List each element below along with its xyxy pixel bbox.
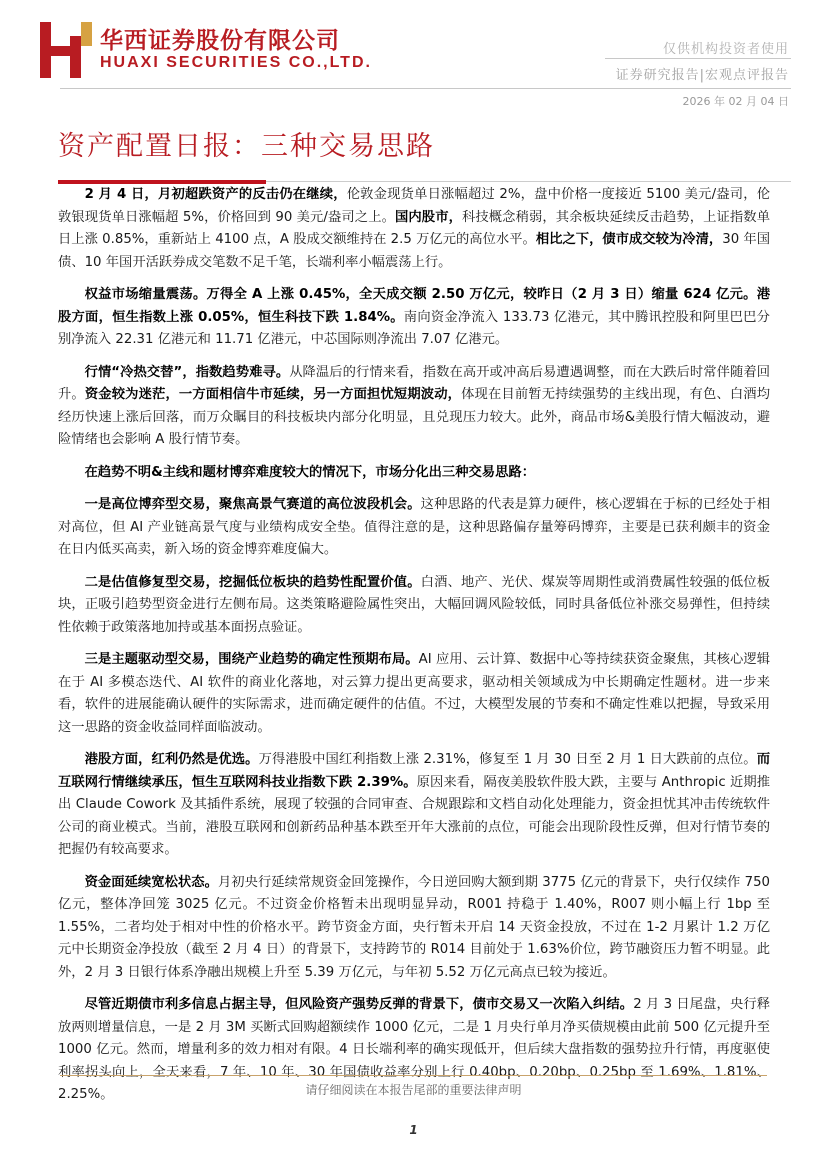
report-type: 证券研究报告|宏观点评报告 — [615, 68, 789, 83]
footer-disclaimer: 请仔细阅读在本报告尾部的重要法律声明 — [305, 1083, 522, 1097]
report-body — [58, 184, 770, 1117]
bold-text: 权益市场缩量震荡。万得全 A 上涨 0.45%，全天成交额 2.50 万亿元，较昨日（2 月 3 日）缩量 624 亿元。港股方面，恒生指数上涨 0.05%，恒生科技下跌 1.84%。 — [58, 287, 770, 325]
bold-text: 在趋势不明&主线和题材博弈难度较大的情况下，市场分化出三种交易思路： — [84, 464, 535, 480]
page-number: 1 — [409, 1123, 418, 1137]
body-paragraph — [58, 572, 770, 640]
body-text: 伦敦金现货单日涨幅超过 2%，盘中价格一度接近 5100 美元/盎司，伦敦银现货单日涨幅超 5%，价格回到 90 美元/盎司之上。 — [58, 187, 770, 225]
bold-text: 三是主题驱动型交易，围绕产业趋势的确定性预期布局。 — [84, 652, 419, 667]
bold-text: 资金较为迷茫，一方面相信牛市延续，另一方面担忧短期波动， — [84, 387, 462, 402]
body-text: 万得港股中国红利指数上涨 2.31%，修复至 1 月 30 日至 2 月 1 日大跌前的点位。 — [258, 752, 757, 767]
body-paragraph — [58, 184, 770, 274]
body-paragraph — [58, 362, 770, 452]
body-paragraph — [58, 494, 770, 562]
report-header — [0, 0, 827, 120]
footer-divider — [60, 1075, 767, 1076]
bold-text: 相比之下，债市成交较为冷清， — [535, 232, 723, 247]
body-text: 30 年国债、10 年国开活跃券成交笔数不足千笔，长端利率小幅震荡上行。 — [58, 232, 771, 270]
bold-text: 一是高位博弈型交易，聚焦高景气赛道的高位波段机会。 — [84, 497, 421, 512]
bold-text: 2 月 4 日，月初超跌资产的反击仍在继续， — [84, 187, 347, 202]
body-text: 原因来看，隔夜美股软件股大跌，主要与 Anthropic 近期推出 Claude Cowork 及其插件系统，展现了较强的合同审查、合规跟踪和文档自动化处理能力，资金担忧其冲击传统软件公司的商业模式。当前，港股互联网和创新药品种基本跌至开年大涨前的点位，可能会出现阶段性反弹，但对行情节奏的把握仍有较高要求。 — [58, 774, 770, 857]
bold-text: 港股方面，红利仍然是优选。 — [84, 752, 259, 767]
bold-text: 二是估值修复型交易，挖掘低位板块的趋势性配置价值。 — [84, 574, 421, 590]
bold-text: 资金面延续宽松状态。 — [84, 874, 218, 890]
header-divider — [60, 88, 791, 89]
body-text: 从降温后的行情来看，指数在高开或冲高后易遭遇调整，而在大跌后时常伴随着回升。 — [58, 364, 771, 402]
body-text: 体现在目前暂无持续强势的主线出现，有色、白酒均经历快速上涨后回落，而万众瞩目的科技板块内部分化明显，且兑现压力较大。此外，商品市场&美股行情大幅波动，避险情绪也会影响 A 股行情节奏。 — [58, 387, 771, 447]
body-text: AI 应用、云计算、数据中心等持续获资金聚焦，其核心逻辑在于 AI 多模态迭代、AI 软件的商业化落地，对云算力提出更高要求，驱动相关领域成为中长期确定性题材。进一步来看，软件的进展能确认硬件的实际需求，进而确定硬件的估值。不过，大模型发展的节奏和不确定性难以把握，导致采用这一思路的资金收益同样面临波动。 — [58, 652, 770, 735]
body-paragraph — [58, 649, 770, 739]
report-date: 2026 年 02 月 04 日 — [682, 95, 789, 108]
title-divider — [266, 181, 791, 182]
company-name-cn: 华西证券股份有限公司 — [100, 28, 340, 54]
body-text: 科技概念稍弱，其余板块延续反击趋势，上证指数单日上涨 0.85%，重新站上 4100 点，A 股成交额维持在 2.5 万亿元的高位水平。 — [58, 209, 770, 247]
body-text: 南向资金净流入 133.73 亿港元，其中腾讯控股和阿里巴巴分别净流入 22.31 亿港元和 11.71 亿港元，中芯国际则净流出 7.07 亿港元。 — [58, 309, 770, 347]
body-paragraph — [58, 872, 770, 985]
bold-text: 行情“冷热交替”，指数趋势难寻。 — [84, 364, 290, 380]
bold-text: 国内股市， — [395, 209, 462, 225]
huaxi-logo-icon — [40, 22, 92, 78]
header-divider — [605, 58, 791, 59]
body-text: 这种思路的代表是算力硬件，核心逻辑在于标的已经处于相对高位，但 AI 产业链高景气度与业绩构成安全垫。值得注意的是，这种思路偏存量筹码博弈，主要是已获利颇丰的资金在日内低买高卖，新入场的资金博弈难度偏大。 — [58, 497, 771, 557]
body-paragraph — [58, 462, 770, 485]
body-paragraph — [58, 284, 770, 352]
body-paragraph — [58, 749, 770, 862]
body-text: 月初央行延续常规资金回笼操作，今日逆回购大额到期 3775 亿元的背景下，央行仅续作 750 亿元，整体净回笼 3025 亿元。不过资金价格暂未出现明显异动，R001 持稳于 1.40%，R007 则小幅上行 1bp 至 1.55%，二者均处于相对中性的价格水平。跨节资金方面，央行暂未开启 14 天资金投放，不过在 1-2 月累计 1.2 万亿元中长期资金净投放（截至 2 月 4 日）的背景下，支持跨节的 R014 目前处于 1.63%价位，跨节融资压力暂不明显。此外，2 月 3 日银行体系净融出规模上升至 5.39 万亿元，与年初 5.52 万亿元高点已较为接近。 — [58, 874, 771, 980]
page-title: 资产配置日报：三种交易思路 — [58, 131, 435, 162]
body-text: 白酒、地产、光伏、煤炭等周期性或消费属性较强的低位板块，正吸引趋势型资金进行左侧布局。这类策略避险属性突出，大幅回调风险较低，同时具备低位补涨交易弹性，但持续性依赖于政策落地加持或基本面拐点验证。 — [58, 574, 771, 635]
bold-text: 尽管近期债市利多信息占据主导，但风险资产强势反弹的背景下，债市交易又一次陷入纠结。 — [84, 997, 634, 1012]
bold-text: 而互联网行情继续承压，恒生互联网科技业指数下跌 2.39%。 — [58, 752, 770, 790]
company-name-en: HUAXI SECURITIES CO.,LTD. — [100, 54, 372, 71]
audience-note: 仅供机构投资者使用 — [662, 42, 789, 57]
body-text: 2 月 3 日尾盘，央行释放两则增量信息，一是 2 月 3M 买断式回购超额续作 1000 亿元，二是 1 月央行单月净买债规模由此前 500 亿元提升至 1000 亿元。然而，增量利多的效力相对有限。4 日长端利率的确实现低开，但后续大盘指数的强势拉升行情，再度驱使利率拐头向上，全天来看，7 年、10 年、30 年国债收益率分别上行 0.40bp、0.20bp、0.25bp 至 1.69%、1.81%、2.25%。 — [58, 997, 770, 1102]
